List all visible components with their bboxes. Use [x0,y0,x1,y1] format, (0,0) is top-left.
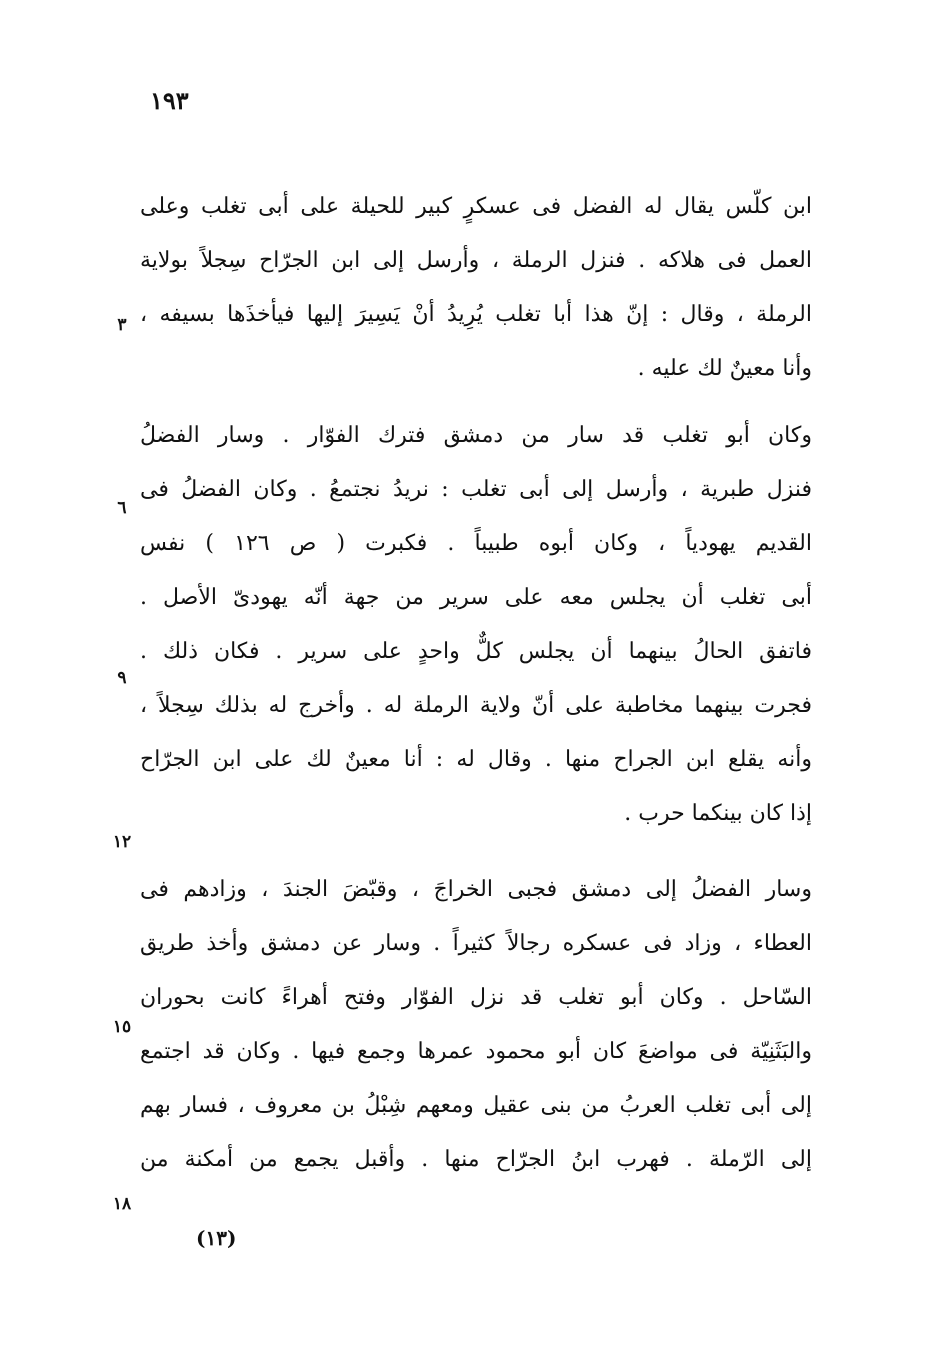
text-line: والبَثَنِيّة فى مواضعَ كان أبو محمود عمرها وجمع فيها . وكان قد اجتمع [140,1039,812,1064]
signature-mark: (١٣) [196,1226,237,1250]
text-line: أبى تغلب أن يجلس معه على سرير من جهة أنّه يهودىّ الأصل . [140,585,812,610]
page-number: ١٩٣ [150,86,189,115]
line-number: ١٢ [112,832,132,852]
text-line: العمل فى هلاكه . فنزل الرملة ، وأرسل إلى ابن الجرّاح سِجلاً بولاية [140,248,812,273]
text-line: إلى الرّملة . فهرب ابنُ الجرّاح منها . وأقبل يجمع من أمكنة من [140,1147,812,1172]
line-number: ٩ [117,668,127,688]
text-line: إلى أبى تغلب العربُ من بنى عقيل ومعهم شِبْلُ بن معروف ، فسار بهم [140,1093,812,1118]
text-line: ابن كلّس يقال له الفضل فى عسكرٍ كبير للحيلة على أبى تغلب وعلى [140,194,812,219]
text-line: إذا كان بينكما حرب . [624,801,812,826]
text-line: الرملة ، وقال : إنّ هذا أبا تغلب يُرِيدُ أنْ يَسِيرَ إليها فيأخذَها بسيفه ، [140,302,812,327]
paragraph-2 [140,409,812,841]
paragraph-1 [140,180,812,396]
line-number: ٣ [117,315,127,335]
line-number: ١٥ [112,1017,132,1037]
text-line: القديم يهودياً ، وكان أبوه طبيباً . فكبرت ( ص ١٢٦ ) نفس [140,531,812,556]
line-number: ١٨ [112,1194,132,1214]
paragraph-3 [140,863,812,1187]
text-line: وسار الفضلُ إلى دمشق فجبى الخراجَ ، وقبّضَ الجندَ ، وزادهم فى [140,877,812,902]
text-line: العطاء ، وزاد فى عسكره رجالاً كثيراً . وسار عن دمشق وأخذ طريق [140,931,812,956]
text-line: فجرت بينهما مخاطبة على أنّ ولاية الرملة له . وأخرج له بذلك سِجلاً ، [140,693,812,718]
text-line: فاتفق الحالُ بينهما أن يجلس كلٌّ واحدٍ على سرير . فكان ذلك . [140,639,812,664]
line-number: ٦ [117,498,127,518]
text-line: وكان أبو تغلب قد سار من دمشق فترك الفوّار . وسار الفضلُ [140,423,812,448]
text-line: فنزل طبرية ، وأرسل إلى أبى تغلب : نريدُ نجتمعُ . وكان الفضلُ فى [140,477,812,502]
text-line: السّاحل . وكان أبو تغلب قد نزل الفوّار وفتح أهراءً كانت بحوران [140,985,812,1010]
text-line: وأنه يقلع ابن الجراح منها . وقال له : أنا معينٌ لك على ابن الجرّاح [140,747,812,772]
text-line: وأنا معينٌ لك عليه . [637,356,812,381]
